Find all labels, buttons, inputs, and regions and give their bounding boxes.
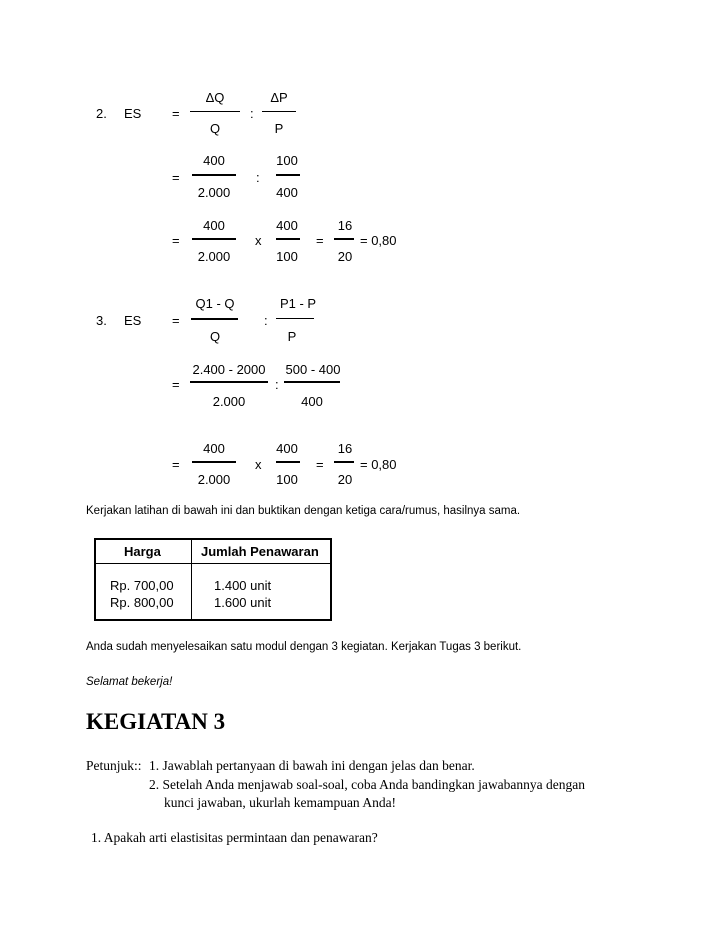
fraction-bar xyxy=(192,461,236,463)
table-divider-vertical xyxy=(191,538,192,621)
greeting: Selamat bekerja! xyxy=(86,676,173,688)
table-divider-horizontal xyxy=(94,563,332,564)
numerator: 16 xyxy=(337,218,353,233)
petunjuk-label: Petunjuk:: xyxy=(86,758,142,773)
denominator: 2.000 xyxy=(197,249,231,264)
exercise-instruction: Kerjakan latihan di bawah ini dan buktikan dengan ketiga cara/rumus, hasilnya sama. xyxy=(86,505,521,517)
denominator: 2.000 xyxy=(197,472,231,487)
formula-number: 3. xyxy=(96,313,107,328)
denominator: 100 xyxy=(276,472,298,487)
header-jumlah-penawaran: Jumlah Penawaran xyxy=(201,544,319,559)
petunjuk-item-2: 2. Setelah Anda menjawab soal-soal, coba Anda bandingkan jawabannya dengan xyxy=(149,777,585,792)
operator: : xyxy=(264,313,268,328)
fraction-bar xyxy=(276,318,314,319)
numerator: ΔP xyxy=(270,90,288,105)
fraction-bar xyxy=(192,174,236,176)
equals-sign: = xyxy=(316,233,324,248)
equals-sign: = xyxy=(172,377,180,392)
numerator: P1 - P xyxy=(279,296,317,311)
numerator: 400 xyxy=(276,218,298,233)
fraction-bar xyxy=(276,461,300,463)
fraction-bar xyxy=(284,381,340,383)
formula-number: 2. xyxy=(96,106,107,121)
result: = 0,80 xyxy=(360,233,397,248)
denominator: P xyxy=(274,121,284,136)
denominator: 2.000 xyxy=(197,185,231,200)
denominator: Q xyxy=(209,329,221,344)
numerator: 400 xyxy=(203,218,225,233)
equals-sign: = xyxy=(316,457,324,472)
question-1: 1. Apakah arti elastisitas permintaan dan penawaran? xyxy=(91,830,378,845)
operator: : xyxy=(275,377,279,392)
table-cell: Rp. 800,00 xyxy=(110,595,174,610)
formula-es-label: ES xyxy=(124,106,142,121)
fraction-bar xyxy=(192,238,236,240)
fraction-bar xyxy=(190,381,268,383)
fraction-bar xyxy=(334,238,354,240)
denominator: 20 xyxy=(337,472,353,487)
operator: : xyxy=(250,106,254,121)
table-cell: Rp. 700,00 xyxy=(110,578,174,593)
table-cell: 1.600 unit xyxy=(214,595,272,610)
operator: x xyxy=(255,457,262,472)
denominator: 400 xyxy=(301,394,323,409)
equals-sign: = xyxy=(172,233,180,248)
module-note: Anda sudah menyelesaikan satu modul dengan 3 kegiatan. Kerjakan Tugas 3 berikut. xyxy=(86,641,522,653)
equals-sign: = xyxy=(172,457,180,472)
formula-es-label: ES xyxy=(124,313,142,328)
operator: x xyxy=(255,233,262,248)
result: = 0,80 xyxy=(360,457,397,472)
denominator: 100 xyxy=(276,249,298,264)
numerator: Q1 - Q xyxy=(195,296,235,311)
numerator: 400 xyxy=(203,153,225,168)
fraction-bar xyxy=(276,174,300,176)
fraction-bar xyxy=(190,111,240,112)
petunjuk-item-1: 1. Jawablah pertanyaan di bawah ini dengan jelas dan benar. xyxy=(149,758,475,773)
numerator: 500 - 400 xyxy=(285,362,341,377)
fraction-bar xyxy=(334,461,354,463)
denominator: P xyxy=(287,329,297,344)
numerator: 100 xyxy=(276,153,298,168)
operator: : xyxy=(256,170,260,185)
header-harga: Harga xyxy=(124,544,161,559)
numerator: 400 xyxy=(203,441,225,456)
numerator: ΔQ xyxy=(205,90,225,105)
numerator: 400 xyxy=(276,441,298,456)
numerator: 16 xyxy=(337,441,353,456)
fraction-bar xyxy=(262,111,296,112)
denominator: 2.000 xyxy=(212,394,246,409)
equals-sign: = xyxy=(172,106,180,121)
denominator: Q xyxy=(209,121,221,136)
section-title: KEGIATAN 3 xyxy=(86,709,226,734)
numerator: 2.400 - 2000 xyxy=(192,362,266,377)
table-cell: 1.400 unit xyxy=(214,578,272,593)
equals-sign: = xyxy=(172,170,180,185)
fraction-bar xyxy=(276,238,300,240)
denominator: 400 xyxy=(276,185,298,200)
equals-sign: = xyxy=(172,313,180,328)
fraction-bar xyxy=(191,318,238,320)
denominator: 20 xyxy=(337,249,353,264)
petunjuk-item-2-cont: kunci jawaban, ukurlah kemampuan Anda! xyxy=(164,795,397,810)
